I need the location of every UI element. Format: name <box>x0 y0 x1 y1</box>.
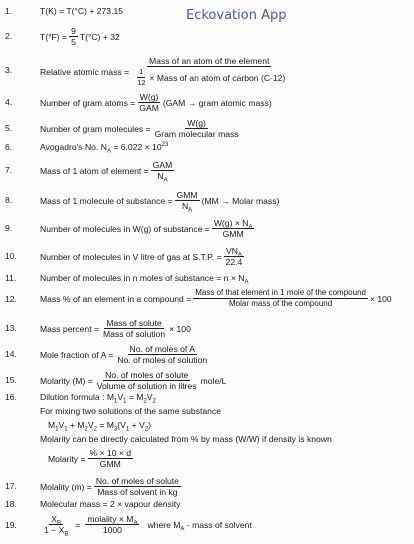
formula-lhs: Number of molecules in W(g) of substance = <box>40 223 210 234</box>
fraction <box>193 288 368 309</box>
numerator <box>85 514 139 525</box>
formula-lhs: Molarity = <box>48 453 86 464</box>
text: = 6.022 × 10 <box>110 142 162 152</box>
item-number: 11. <box>5 273 17 283</box>
item-number: 10. <box>5 251 17 261</box>
fraction <box>94 476 181 497</box>
formula-text: Molecular mass = 2 × vapour density <box>40 499 181 509</box>
formula-rhs: T(°C) + 32 <box>79 31 120 42</box>
dilution-formula <box>40 392 332 405</box>
formula-lhs: Mass percent = <box>40 323 99 334</box>
denominator <box>155 171 169 184</box>
item-number: 9. <box>5 223 13 233</box>
item-number: 8. <box>5 195 13 205</box>
numerator: W(g) <box>139 92 159 102</box>
denominator: GAM <box>139 103 159 113</box>
numerator: % × 10 × d <box>89 448 132 458</box>
fraction <box>85 514 139 535</box>
denominator <box>131 67 287 88</box>
mixing-formula: $M_1V_1 + M_2V_2 = M_3(V_1 + V_2)$ <box>48 420 151 433</box>
text: X <box>51 514 58 524</box>
fraction <box>131 56 287 88</box>
formula-lhs: Mass % of an element in a compound = <box>40 293 192 304</box>
subscript: 1 <box>114 398 118 405</box>
text: V <box>117 392 124 402</box>
formula-lhs: Relative atomic mass = <box>40 67 130 77</box>
molarity-note: Molarity can be directly calculated from % by mass (W/W) if density is known <box>40 434 332 444</box>
denominator: 12 <box>137 78 146 87</box>
denominator-text: × Mass of an atom of carbon (C-12) <box>149 72 286 83</box>
formula-multiplier: × 100 <box>169 323 191 334</box>
subscript: A <box>188 207 193 214</box>
subscript: A <box>244 279 249 286</box>
item-number: 17. <box>5 481 17 491</box>
text: Avogadro's No. N <box>40 142 107 152</box>
text: M <box>48 420 56 430</box>
formula-text <box>40 273 249 286</box>
text: Number of molecules in n moles of substance = n × N <box>40 273 245 283</box>
numerator <box>49 514 63 525</box>
formula-lhs: Mole fraction of A = <box>40 349 114 360</box>
subscript: B <box>64 531 69 538</box>
denominator: Molar mass of the compound <box>229 299 333 308</box>
text: N <box>157 171 164 181</box>
fraction <box>42 514 70 538</box>
numerator: 9 <box>71 26 76 36</box>
item-number: 16. <box>5 392 17 402</box>
item-number: 7. <box>5 165 13 175</box>
fraction <box>151 160 175 184</box>
fraction <box>135 67 147 88</box>
denominator: 22.4 <box>225 257 243 267</box>
equals: = <box>75 519 81 530</box>
subscript: A <box>106 148 111 155</box>
item-number: 15. <box>5 375 17 385</box>
formula-text <box>40 142 169 155</box>
watermark: Eckovation App <box>186 8 287 23</box>
item-number: 18. <box>5 499 17 509</box>
item-number: 13. <box>5 323 17 333</box>
fraction <box>88 448 134 469</box>
numerator: No. of moles of solute <box>105 370 189 380</box>
item-number: 19. <box>5 520 17 530</box>
denominator: Mass of solvent in kg <box>97 487 178 497</box>
denominator: Mass of solution <box>103 329 166 339</box>
superscript: 23 <box>161 142 169 149</box>
numerator: GAM <box>152 160 173 170</box>
text: Dilution formula : M <box>40 392 115 402</box>
formula-lhs: Mass of 1 atom of element = <box>40 165 149 176</box>
denominator: GMM <box>222 229 244 239</box>
item-number: 3. <box>5 65 13 75</box>
denominator: 5 <box>71 37 76 47</box>
formula-note <box>147 519 252 533</box>
text: - mass of solvent <box>184 519 252 530</box>
item-number: 4. <box>5 97 13 107</box>
numerator: Mass of an atom of the element <box>149 56 270 66</box>
item-number: 6. <box>5 142 13 152</box>
denominator: GMM <box>99 459 121 469</box>
text: VN <box>225 246 238 256</box>
numerator <box>224 246 244 257</box>
fraction <box>101 318 167 339</box>
denominator <box>42 525 70 538</box>
numerator <box>212 218 255 229</box>
text: 1 − X <box>44 525 65 535</box>
subscript: 1 <box>123 398 127 405</box>
subscript: A <box>163 177 168 184</box>
numerator: GMM <box>176 190 198 200</box>
item-number: 5. <box>5 123 13 133</box>
text: W(g) × N <box>213 218 249 228</box>
formula-lhs: Mass of 1 molecule of substance = <box>40 195 173 206</box>
fraction <box>224 246 245 267</box>
fraction <box>115 344 209 365</box>
formula-lhs: Molality (m) = <box>40 481 92 492</box>
denominator: Gram molecular mass <box>154 129 239 139</box>
item-number: 12. <box>5 294 17 304</box>
formula-lhs: Number of gram molecules = <box>40 123 151 134</box>
formula-unit: mole/L <box>200 375 227 386</box>
item-number: 14. <box>5 349 17 359</box>
fraction <box>137 92 161 113</box>
item-number: 1. <box>5 6 13 16</box>
subscript: A <box>180 526 185 533</box>
item-number: 2. <box>5 31 13 41</box>
numerator: Mass of solute <box>106 318 162 328</box>
formula-lhs: T(°F) = <box>40 31 68 42</box>
text: molality × M <box>87 514 134 524</box>
fraction <box>212 218 255 239</box>
formula-note: (GAM → gram atomic mass) <box>162 97 272 108</box>
denominator: Volume of solution in litres <box>96 381 197 391</box>
subscript: B <box>57 520 62 527</box>
subscript: 2 <box>143 398 147 405</box>
formula-lhs: Number of gram atoms = <box>40 97 136 108</box>
text: = M <box>126 392 144 402</box>
numerator: No. of moles of A <box>129 344 195 354</box>
text: V <box>146 392 153 402</box>
fraction <box>153 118 241 139</box>
formula-note: (MM → Molar mass) <box>201 195 280 206</box>
subscript: A <box>237 252 242 259</box>
text: where M <box>147 519 181 530</box>
fraction <box>95 370 199 391</box>
subscript: A <box>133 520 138 527</box>
numerator: W(g) <box>187 118 206 128</box>
denominator: 1000 <box>102 525 122 535</box>
denominator <box>180 201 194 214</box>
subscript: 2 <box>152 398 156 405</box>
formula-lhs: Number of molecules in V litre of gas at S.T.P. = <box>40 251 222 262</box>
numerator: Mass of that element in 1 mole of the compound <box>195 288 366 297</box>
mixing-note: For mixing two solutions of the same substance <box>40 406 222 416</box>
formula-multiplier: × 100 <box>369 293 392 304</box>
molarity-formula <box>48 448 332 469</box>
denominator: No. of moles of solution <box>117 355 208 365</box>
fraction <box>175 190 200 214</box>
numerator: 1 <box>139 67 144 76</box>
formula-text: T(K) = T(°C) + 273.15 <box>40 6 124 16</box>
numerator: No. of moles of solute <box>95 476 179 486</box>
text: N <box>181 201 189 211</box>
formula-lhs: Molarity (M) = <box>40 375 93 386</box>
subscript: A <box>248 224 253 231</box>
fraction <box>69 26 78 47</box>
